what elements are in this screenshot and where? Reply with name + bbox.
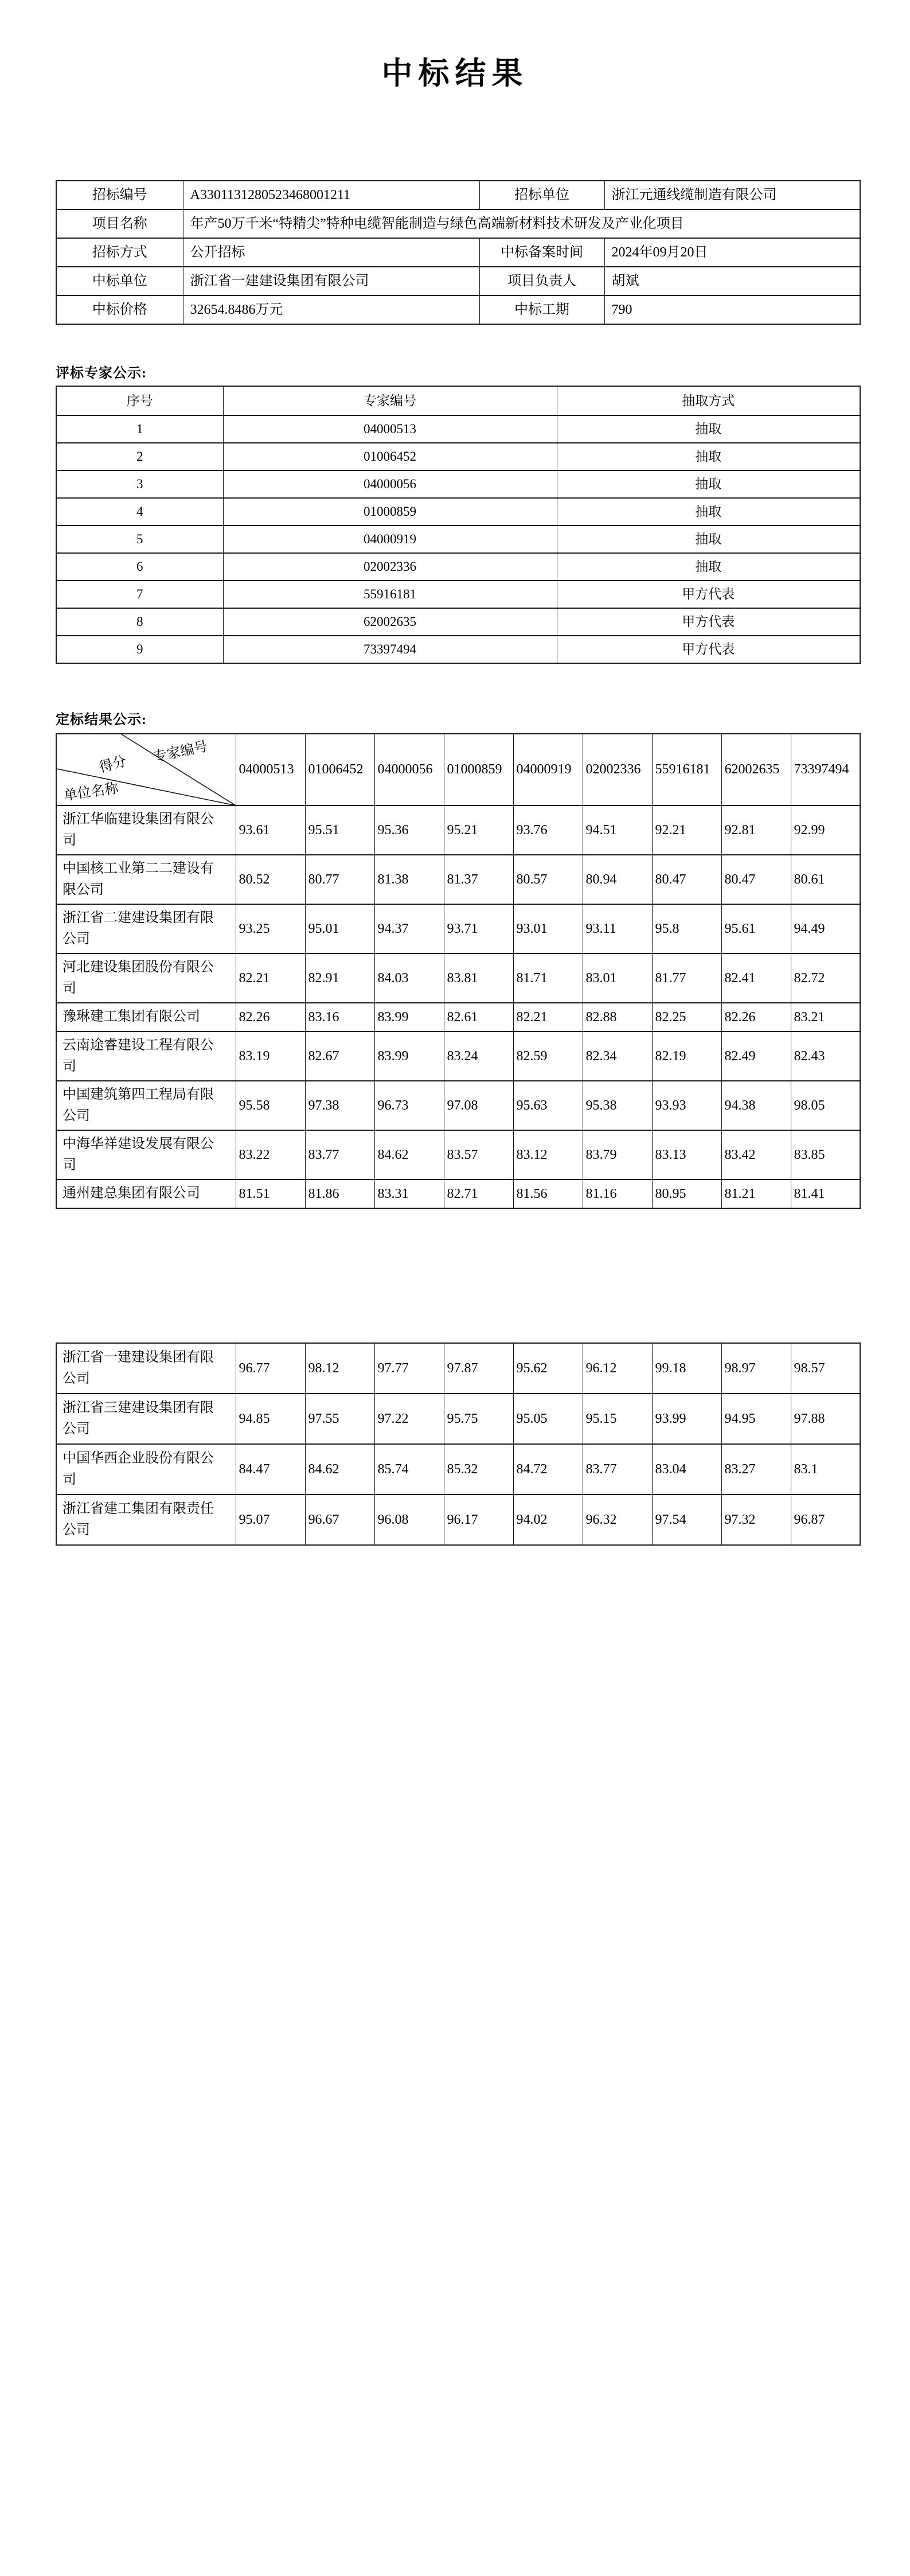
score-row xyxy=(56,1444,860,1495)
score-cell: 82.19 xyxy=(652,1032,721,1081)
score-cell: 84.03 xyxy=(374,954,444,1003)
score-cell: 83.1 xyxy=(791,1444,860,1495)
expert-row xyxy=(56,553,860,581)
expert-id-cell: 55916181 xyxy=(652,734,721,806)
score-cell: 95.75 xyxy=(444,1394,513,1444)
score-row xyxy=(56,954,860,1003)
company-name-cell: 云南途睿建设工程有限公司 xyxy=(56,1032,236,1081)
info-value-cell: 年产50万千米“特精尖”特种电缆智能制造与绿色高端新材料技术研发及产业化项目 xyxy=(183,209,860,238)
score-cell: 95.38 xyxy=(583,1081,652,1130)
info-label-cell: 中标单位 xyxy=(56,267,183,295)
score-cell: 83.99 xyxy=(374,1032,444,1081)
score-cell: 96.32 xyxy=(583,1495,652,1545)
info-label-cell: 招标编号 xyxy=(56,181,183,209)
expert-id-cell: 01006452 xyxy=(305,734,374,806)
expert-row xyxy=(56,581,860,608)
expert-method-cell: 抽取 xyxy=(557,415,860,443)
score-cell: 83.01 xyxy=(583,954,652,1003)
expert-index-cell: 9 xyxy=(56,636,223,663)
score-row xyxy=(56,1394,860,1444)
expert-row xyxy=(56,415,860,443)
score-cell: 98.05 xyxy=(791,1081,860,1130)
expert-id-cell: 01000859 xyxy=(444,734,513,806)
score-cell: 96.77 xyxy=(236,1343,305,1394)
expert-row xyxy=(56,498,860,526)
score-cell: 93.99 xyxy=(652,1394,721,1444)
score-cell: 93.76 xyxy=(513,806,583,855)
score-cell: 80.47 xyxy=(652,855,721,904)
expert-number-cell: 73397494 xyxy=(223,636,557,663)
info-value-cell: 790 xyxy=(604,295,860,324)
score-cell: 85.32 xyxy=(444,1444,513,1495)
scores-header-row xyxy=(56,734,860,806)
diagonal-header-cell xyxy=(56,734,236,806)
company-name-cell: 浙江省建工集团有限责任公司 xyxy=(56,1495,236,1545)
score-row xyxy=(56,1032,860,1081)
score-cell: 94.51 xyxy=(583,806,652,855)
info-value-cell: A3301131280523468001211 xyxy=(183,181,479,209)
score-cell: 82.21 xyxy=(513,1003,583,1032)
score-cell: 97.54 xyxy=(652,1495,721,1545)
score-cell: 83.12 xyxy=(513,1130,583,1180)
score-cell: 93.61 xyxy=(236,806,305,855)
score-cell: 96.87 xyxy=(791,1495,860,1545)
score-cell: 80.95 xyxy=(652,1180,721,1208)
score-cell: 94.95 xyxy=(721,1394,791,1444)
score-cell: 94.37 xyxy=(374,904,444,954)
info-table-row xyxy=(56,267,860,295)
expert-index-cell: 2 xyxy=(56,443,223,470)
expert-method-cell: 甲方代表 xyxy=(557,608,860,636)
score-cell: 80.77 xyxy=(305,855,374,904)
expert-method-cell: 抽取 xyxy=(557,470,860,498)
score-cell: 96.67 xyxy=(305,1495,374,1545)
score-cell: 95.05 xyxy=(513,1394,583,1444)
score-cell: 94.38 xyxy=(721,1081,791,1130)
score-cell: 95.58 xyxy=(236,1081,305,1130)
score-cell: 81.71 xyxy=(513,954,583,1003)
score-cell: 82.71 xyxy=(444,1180,513,1208)
score-cell: 81.37 xyxy=(444,855,513,904)
expert-method-cell: 抽取 xyxy=(557,553,860,581)
score-cell: 82.43 xyxy=(791,1032,860,1081)
expert-index-cell: 3 xyxy=(56,470,223,498)
expert-id-cell: 62002635 xyxy=(721,734,791,806)
score-cell: 81.41 xyxy=(791,1180,860,1208)
score-cell: 98.57 xyxy=(791,1343,860,1394)
info-label-cell: 招标方式 xyxy=(56,238,183,267)
score-cell: 97.38 xyxy=(305,1081,374,1130)
expert-row xyxy=(56,608,860,636)
score-cell: 95.61 xyxy=(721,904,791,954)
score-cell: 84.47 xyxy=(236,1444,305,1495)
score-cell: 96.73 xyxy=(374,1081,444,1130)
info-label-cell: 项目负责人 xyxy=(479,267,604,295)
score-cell: 83.77 xyxy=(583,1444,652,1495)
expert-number-cell: 04000513 xyxy=(223,415,557,443)
score-row xyxy=(56,1495,860,1545)
score-cell: 93.93 xyxy=(652,1081,721,1130)
score-cell: 80.47 xyxy=(721,855,791,904)
expert-method-cell: 甲方代表 xyxy=(557,636,860,663)
company-name-cell: 浙江省二建建设集团有限公司 xyxy=(56,904,236,954)
score-cell: 96.12 xyxy=(583,1343,652,1394)
score-row xyxy=(56,855,860,904)
expert-number-cell: 62002635 xyxy=(223,608,557,636)
company-name-cell: 河北建设集团股份有限公司 xyxy=(56,954,236,1003)
company-name-cell: 浙江华临建设集团有限公司 xyxy=(56,806,236,855)
score-cell: 94.49 xyxy=(791,904,860,954)
score-cell: 98.97 xyxy=(721,1343,791,1394)
score-row xyxy=(56,1081,860,1130)
score-cell: 83.85 xyxy=(791,1130,860,1180)
score-cell: 93.11 xyxy=(583,904,652,954)
score-cell: 84.72 xyxy=(513,1444,583,1495)
score-cell: 82.26 xyxy=(721,1003,791,1032)
expert-index-cell: 6 xyxy=(56,553,223,581)
corner-label-score: 得分 xyxy=(97,754,128,776)
expert-row xyxy=(56,636,860,663)
experts-header-cell: 专家编号 xyxy=(223,386,557,415)
info-value-cell: 32654.8486万元 xyxy=(183,295,479,324)
score-cell: 82.49 xyxy=(721,1032,791,1081)
score-cell: 97.08 xyxy=(444,1081,513,1130)
score-cell: 82.21 xyxy=(236,954,305,1003)
score-cell: 96.17 xyxy=(444,1495,513,1545)
info-table-row xyxy=(56,295,860,324)
score-cell: 82.59 xyxy=(513,1032,583,1081)
score-cell: 83.31 xyxy=(374,1180,444,1208)
score-cell: 83.57 xyxy=(444,1130,513,1180)
score-cell: 93.71 xyxy=(444,904,513,954)
score-cell: 96.08 xyxy=(374,1495,444,1545)
score-row xyxy=(56,904,860,954)
expert-number-cell: 01000859 xyxy=(223,498,557,526)
expert-number-cell: 02002336 xyxy=(223,553,557,581)
score-cell: 83.16 xyxy=(305,1003,374,1032)
score-cell: 81.51 xyxy=(236,1180,305,1208)
info-label-cell: 中标价格 xyxy=(56,295,183,324)
expert-id-cell: 04000513 xyxy=(236,734,305,806)
info-value-cell: 2024年09月20日 xyxy=(604,238,860,267)
score-cell: 97.87 xyxy=(444,1343,513,1394)
experts-section-heading: 评标专家公示: xyxy=(56,366,147,381)
score-cell: 80.57 xyxy=(513,855,583,904)
expert-method-cell: 甲方代表 xyxy=(557,581,860,608)
score-cell: 98.12 xyxy=(305,1343,374,1394)
expert-id-cell: 73397494 xyxy=(791,734,860,806)
company-name-cell: 中国建筑第四工程局有限公司 xyxy=(56,1081,236,1130)
score-cell: 81.77 xyxy=(652,954,721,1003)
score-row xyxy=(56,1343,860,1394)
score-cell: 83.13 xyxy=(652,1130,721,1180)
score-cell: 81.38 xyxy=(374,855,444,904)
score-cell: 82.61 xyxy=(444,1003,513,1032)
info-table-row xyxy=(56,238,860,267)
expert-number-cell: 01006452 xyxy=(223,443,557,470)
score-cell: 83.42 xyxy=(721,1130,791,1180)
expert-method-cell: 抽取 xyxy=(557,498,860,526)
score-cell: 83.77 xyxy=(305,1130,374,1180)
experts-header-cell: 序号 xyxy=(56,386,223,415)
score-cell: 97.77 xyxy=(374,1343,444,1394)
score-cell: 85.74 xyxy=(374,1444,444,1495)
score-row xyxy=(56,1130,860,1180)
score-cell: 83.22 xyxy=(236,1130,305,1180)
expert-index-cell: 8 xyxy=(56,608,223,636)
score-cell: 82.88 xyxy=(583,1003,652,1032)
expert-id-cell: 04000919 xyxy=(513,734,583,806)
page-title: 中标结果 xyxy=(381,56,529,91)
expert-row xyxy=(56,470,860,498)
expert-number-cell: 04000056 xyxy=(223,470,557,498)
score-cell: 81.16 xyxy=(583,1180,652,1208)
experts-table xyxy=(56,386,861,664)
company-name-cell: 中海华祥建设发展有限公司 xyxy=(56,1130,236,1180)
scores-table-part1 xyxy=(56,733,861,1209)
scores-table-part2 xyxy=(56,1343,861,1546)
score-cell: 82.25 xyxy=(652,1003,721,1032)
corner-label-expert-id: 专家编号 xyxy=(152,739,209,765)
score-cell: 94.85 xyxy=(236,1394,305,1444)
score-cell: 82.67 xyxy=(305,1032,374,1081)
score-cell: 83.79 xyxy=(583,1130,652,1180)
score-cell: 93.25 xyxy=(236,904,305,954)
score-cell: 95.01 xyxy=(305,904,374,954)
score-cell: 83.99 xyxy=(374,1003,444,1032)
info-label-cell: 中标工期 xyxy=(479,295,604,324)
company-name-cell: 中国核工业第二二建设有限公司 xyxy=(56,855,236,904)
score-cell: 95.62 xyxy=(513,1343,583,1394)
score-cell: 82.34 xyxy=(583,1032,652,1081)
expert-row xyxy=(56,526,860,553)
info-value-cell: 浙江元通线缆制造有限公司 xyxy=(604,181,860,209)
score-cell: 83.04 xyxy=(652,1444,721,1495)
score-cell: 82.26 xyxy=(236,1003,305,1032)
score-cell: 82.72 xyxy=(791,954,860,1003)
company-name-cell: 中国华西企业股份有限公司 xyxy=(56,1444,236,1495)
score-cell: 95.07 xyxy=(236,1495,305,1545)
info-table-row xyxy=(56,181,860,209)
experts-header-row xyxy=(56,386,860,415)
expert-method-cell: 抽取 xyxy=(557,526,860,553)
score-cell: 84.62 xyxy=(374,1130,444,1180)
info-value-cell: 浙江省一建建设集团有限公司 xyxy=(183,267,479,295)
score-cell: 95.51 xyxy=(305,806,374,855)
score-cell: 95.15 xyxy=(583,1394,652,1444)
score-cell: 95.63 xyxy=(513,1081,583,1130)
corner-label-company: 单位名称 xyxy=(63,781,120,804)
score-cell: 97.22 xyxy=(374,1394,444,1444)
score-cell: 93.01 xyxy=(513,904,583,954)
score-cell: 92.81 xyxy=(721,806,791,855)
score-cell: 80.61 xyxy=(791,855,860,904)
score-cell: 83.81 xyxy=(444,954,513,1003)
info-table-row xyxy=(56,209,860,238)
expert-index-cell: 1 xyxy=(56,415,223,443)
experts-header-cell: 抽取方式 xyxy=(557,386,860,415)
company-name-cell: 浙江省一建建设集团有限公司 xyxy=(56,1343,236,1394)
score-row xyxy=(56,1180,860,1208)
score-cell: 81.56 xyxy=(513,1180,583,1208)
expert-number-cell: 55916181 xyxy=(223,581,557,608)
bid-info-table xyxy=(56,180,861,325)
score-cell: 84.62 xyxy=(305,1444,374,1495)
score-cell: 95.8 xyxy=(652,904,721,954)
company-name-cell: 浙江省三建建设集团有限公司 xyxy=(56,1394,236,1444)
company-name-cell: 豫琳建工集团有限公司 xyxy=(56,1003,236,1032)
expert-index-cell: 4 xyxy=(56,498,223,526)
info-label-cell: 中标备案时间 xyxy=(479,238,604,267)
score-row xyxy=(56,806,860,855)
scores-section-heading: 定标结果公示: xyxy=(56,713,147,727)
info-label-cell: 项目名称 xyxy=(56,209,183,238)
company-name-cell: 通州建总集团有限公司 xyxy=(56,1180,236,1208)
score-cell: 81.86 xyxy=(305,1180,374,1208)
expert-id-cell: 02002336 xyxy=(583,734,652,806)
score-cell: 83.19 xyxy=(236,1032,305,1081)
score-cell: 97.88 xyxy=(791,1394,860,1444)
info-value-cell: 公开招标 xyxy=(183,238,479,267)
score-cell: 83.21 xyxy=(791,1003,860,1032)
score-cell: 95.21 xyxy=(444,806,513,855)
score-cell: 83.24 xyxy=(444,1032,513,1081)
expert-index-cell: 5 xyxy=(56,526,223,553)
score-cell: 82.91 xyxy=(305,954,374,1003)
score-row xyxy=(56,1003,860,1032)
expert-number-cell: 04000919 xyxy=(223,526,557,553)
score-cell: 80.52 xyxy=(236,855,305,904)
score-cell: 81.21 xyxy=(721,1180,791,1208)
score-cell: 97.32 xyxy=(721,1495,791,1545)
score-cell: 99.18 xyxy=(652,1343,721,1394)
score-cell: 97.55 xyxy=(305,1394,374,1444)
score-cell: 95.36 xyxy=(374,806,444,855)
score-cell: 80.94 xyxy=(583,855,652,904)
score-cell: 92.21 xyxy=(652,806,721,855)
expert-row xyxy=(56,443,860,470)
expert-index-cell: 7 xyxy=(56,581,223,608)
score-cell: 92.99 xyxy=(791,806,860,855)
score-cell: 82.41 xyxy=(721,954,791,1003)
expert-id-cell: 04000056 xyxy=(374,734,444,806)
score-cell: 94.02 xyxy=(513,1495,583,1545)
score-cell: 83.27 xyxy=(721,1444,791,1495)
expert-method-cell: 抽取 xyxy=(557,443,860,470)
info-value-cell: 胡斌 xyxy=(604,267,860,295)
info-label-cell: 招标单位 xyxy=(479,181,604,209)
